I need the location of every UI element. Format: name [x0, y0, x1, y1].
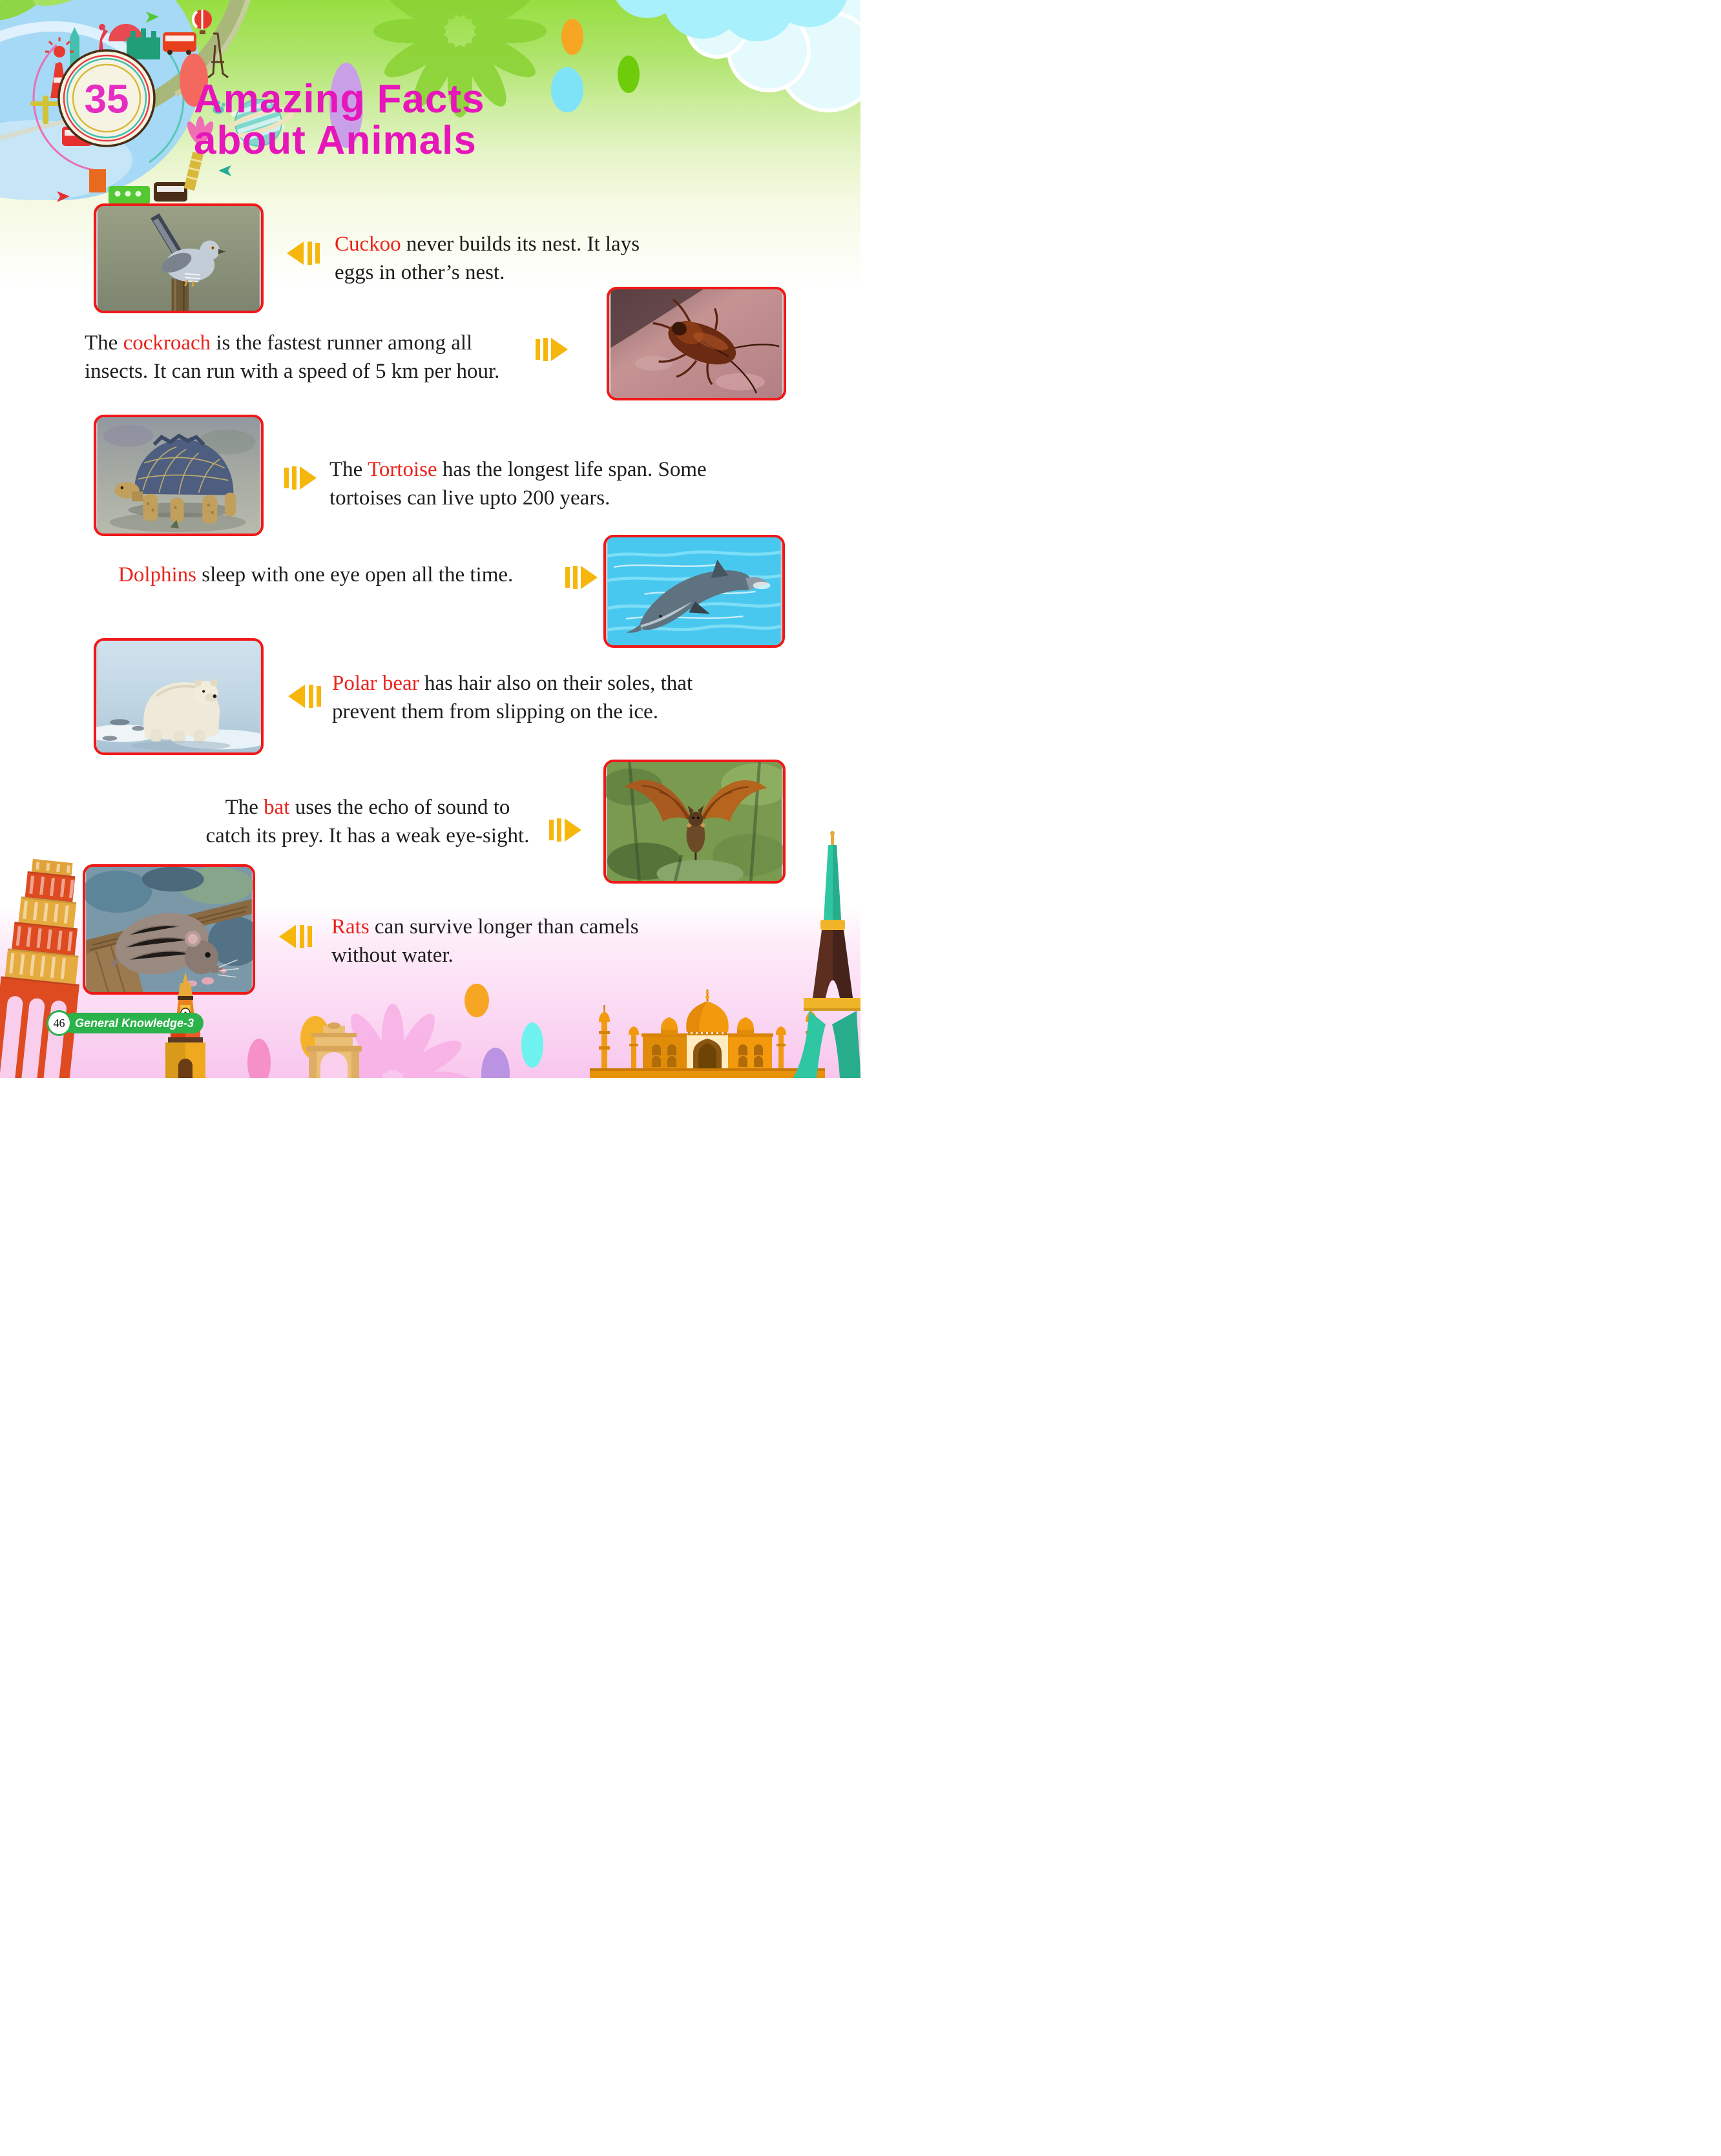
cuckoo-illustration — [96, 206, 261, 311]
page-number-badge — [47, 1010, 72, 1036]
orange-dot — [561, 19, 583, 55]
fact-line: Dolphins sleep with one eye open all the time. — [118, 563, 514, 586]
cockroach-photo — [607, 287, 786, 400]
lesson-circle — [59, 50, 154, 146]
right-arrow-icon — [563, 566, 598, 589]
book-page — [0, 0, 860, 1078]
dolphin-illustration — [606, 537, 782, 645]
pisa-tower-icon — [0, 857, 92, 1078]
fact-line: insects. It can run with a speed of 5 km per hour. — [85, 360, 500, 383]
fact-line: prevent them from slipping on the ice. — [332, 700, 658, 723]
cockroach-illustration — [609, 289, 784, 398]
cloud-icons — [611, 0, 860, 110]
fact-line: without water. — [331, 944, 454, 967]
page-title-line2: about Animals — [194, 118, 477, 163]
page-number: 46 — [53, 1016, 65, 1030]
colosseum-icon — [109, 186, 150, 204]
left-arrow-icon — [288, 685, 322, 708]
series-title: General Knowledge-3 — [75, 1017, 194, 1030]
fact-tortoise-text — [329, 455, 707, 512]
brown-bus-icon — [154, 182, 187, 202]
polar-bear-photo — [94, 638, 264, 755]
page-title-line1: Amazing Facts — [194, 77, 485, 121]
fact-line: The bat uses the echo of sound to — [225, 796, 510, 819]
fact-line: The Tortoise has the longest life span. Some — [329, 458, 707, 481]
right-arrow-icon — [282, 466, 317, 490]
teal-airplane-icon — [218, 165, 231, 176]
tortoise-illustration — [96, 417, 261, 534]
footer-art — [0, 827, 860, 1078]
tortoise-photo — [94, 415, 264, 536]
orange-block-icon — [89, 169, 106, 192]
purple-dot — [481, 1048, 510, 1078]
lesson-number: 35 — [84, 77, 129, 122]
fact-line: Cuckoo never builds its nest. It lays — [335, 233, 640, 256]
cuckoo-photo — [94, 203, 264, 313]
polar-bear-illustration — [96, 641, 261, 752]
fact-dolphin-text — [118, 561, 513, 589]
eiffel-tower-icon — [793, 831, 860, 1079]
right-arrow-icon — [534, 338, 568, 361]
hot-air-balloon-icon — [193, 10, 212, 34]
fact-cockroach-text — [85, 329, 499, 386]
left-arrow-icon — [287, 242, 321, 265]
fact-line: eggs in other’s nest. — [335, 261, 505, 284]
series-title-pill — [64, 1013, 203, 1033]
fact-line: catch its prey. It has a weak eye-sight. — [205, 824, 530, 847]
page-title — [194, 79, 485, 161]
fact-polar-bear-text — [332, 669, 693, 726]
orange-dome-dot — [464, 984, 489, 1017]
london-bus-icon — [163, 32, 196, 55]
cyan-dot — [521, 1022, 543, 1068]
green-dot — [618, 56, 640, 93]
fact-line: The cockroach is the fastest runner among all — [85, 331, 473, 355]
fact-line: Polar bear has hair also on their soles, that — [332, 672, 693, 695]
fact-cuckoo-text — [335, 230, 640, 287]
fact-line: Rats can survive longer than camels — [331, 915, 639, 938]
taj-mahal-icon — [590, 990, 825, 1078]
cyan-dot — [551, 67, 583, 112]
pink-dot — [247, 1039, 271, 1078]
green-fort-icon — [127, 28, 160, 59]
dolphin-photo — [603, 535, 785, 648]
fact-line: tortoises can live upto 200 years. — [329, 486, 610, 510]
